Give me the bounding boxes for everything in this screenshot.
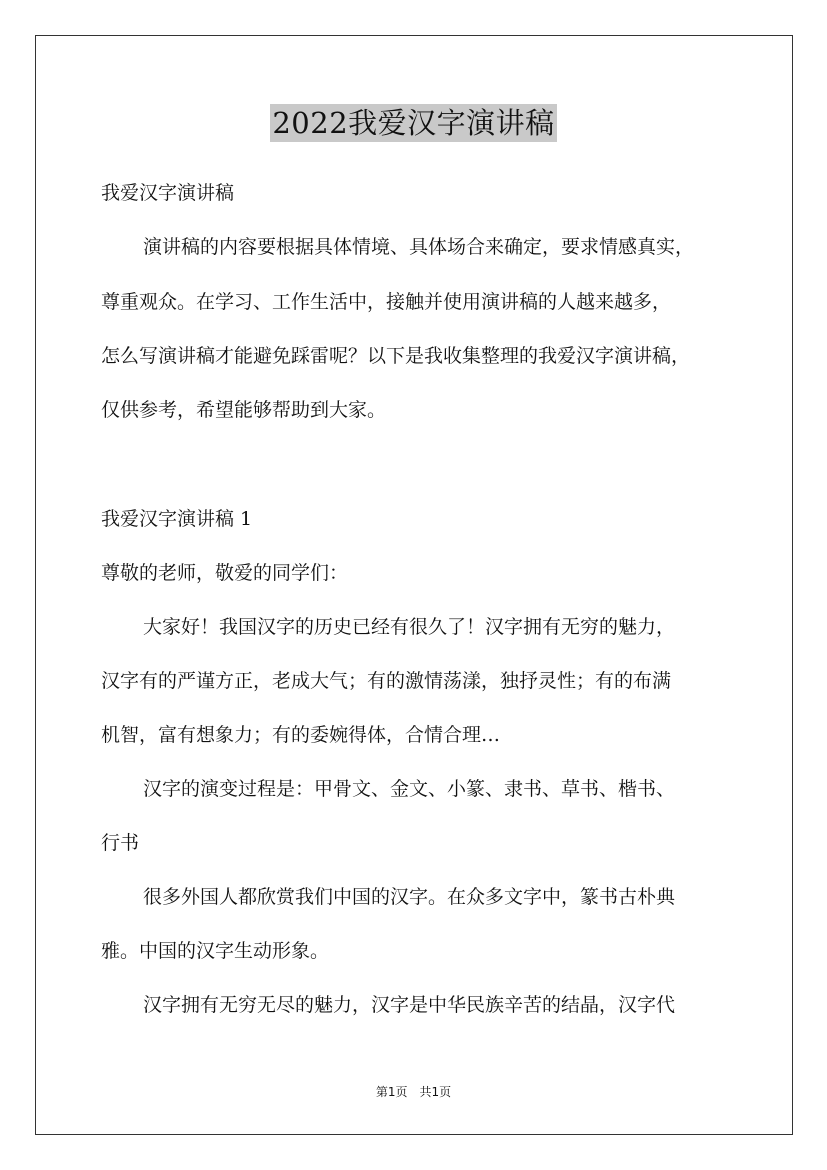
paragraph-line: 大家好！我国汉字的历史已经有很久了！汉字拥有无穷的魅力， [143,616,676,638]
title-container [0,104,827,142]
paragraph-line: 很多外国人都欣赏我们中国的汉字。在众多文字中，篆书古朴典 [143,886,676,908]
paragraph-line: 仅供参考，希望能够帮助到大家。 [101,399,387,421]
paragraph-line: 行书 [101,832,140,854]
paragraph-line: 汉字的演变过程是：甲骨文、金文、小篆、隶书、草书、楷书、 [143,778,676,800]
paragraph-line: 演讲稿的内容要根据具体情境、具体场合来确定，要求情感真实， [143,236,695,258]
paragraph-line: 汉字拥有无穷无尽的魅力，汉字是中华民族辛苦的结晶，汉字代 [143,994,676,1016]
section-heading: 我爱汉字演讲稿 1 [101,508,253,530]
paragraph-line: 雅。中国的汉字生动形象。 [101,940,330,962]
page-footer: 第1页 共1页 [375,1085,452,1099]
paragraph-line: 尊重观众。在学习、工作生活中，接触并使用演讲稿的人越来越多， [101,291,672,313]
salutation: 尊敬的老师，敬爱的同学们： [101,562,349,584]
paragraph-line: 汉字有的严谨方正，老成大气；有的激情荡漾，独抒灵性；有的布满 [101,670,672,692]
paragraph-line: 怎么写演讲稿才能避免踩雷呢？以下是我收集整理的我爱汉字演讲稿， [101,345,691,367]
section-heading: 我爱汉字演讲稿 [101,182,235,204]
paragraph-line: 机智，富有想象力；有的委婉得体，合情合理… [101,724,501,746]
document-title: 2022我爱汉字演讲稿 [272,106,555,140]
